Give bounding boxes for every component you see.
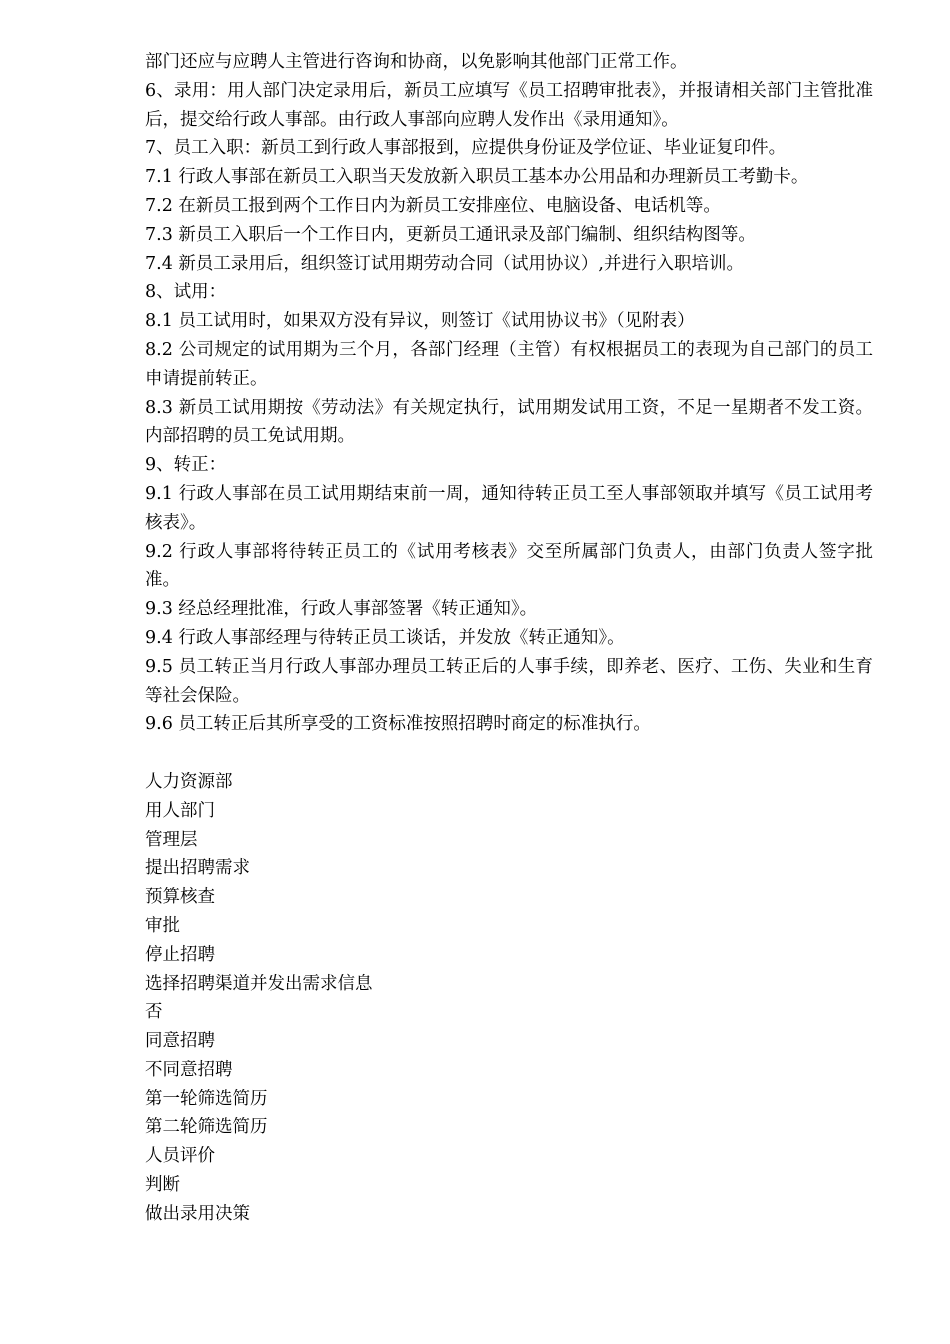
flow-label: 管理层 xyxy=(145,829,198,850)
flow-label: 人力资源部 xyxy=(145,771,233,792)
paragraph-6-hiring: 6、录用：用人部门决定录用后，新员工应填写《员工招聘审批表》，并报请相关部门主管批准后，提交给行政人事部。由行政人事部向应聘人发作出《录用通知》。 xyxy=(145,80,873,130)
paragraph-8-3: 8.3 新员工试用期按《劳动法》有关规定执行，试用期发试用工资，不足一星期者不发工资。内部招聘的员工免试用期。 xyxy=(145,397,873,447)
flow-label: 同意招聘 xyxy=(145,1031,215,1052)
flow-label: 不同意招聘 xyxy=(145,1059,233,1080)
paragraph-9-6: 9.6 员工转正后其所享受的工资标准按照招聘时商定的标准执行。 xyxy=(145,714,651,735)
paragraph-7-3: 7.3 新员工入职后一个工作日内，更新员工通讯录及部门编制、组织结构图等。 xyxy=(145,224,756,245)
flow-label: 审批 xyxy=(145,915,180,936)
paragraph-7-2: 7.2 在新员工报到两个工作日内为新员工安排座位、电脑设备、电话机等。 xyxy=(145,195,721,216)
paragraph-8-probation: 8、试用： xyxy=(145,282,227,303)
paragraph-8-2: 8.2 公司规定的试用期为三个月，各部门经理（主管）有权根据员工的表现为自己部门的员工申请提前转正。 xyxy=(145,339,873,389)
paragraph-9-5: 9.5 员工转正当月行政人事部办理员工转正后的人事手续，即养老、医疗、工伤、失业和生育等社会保险。 xyxy=(145,656,873,706)
flow-label: 预算核查 xyxy=(145,887,215,908)
paragraph-intro: 部门还应与应聘人主管进行咨询和协商，以免影响其他部门正常工作。 xyxy=(145,52,688,72)
paragraph-7-4: 7.4 新员工录用后，组织签订试用期劳动合同（试用协议）,并进行入职培训。 xyxy=(145,253,744,274)
paragraph-9-4: 9.4 行政人事部经理与待转正员工谈话，并发放《转正通知》。 xyxy=(145,627,625,648)
flowchart-labels xyxy=(145,768,873,1229)
flow-label: 判断 xyxy=(145,1175,180,1196)
flow-label: 第一轮筛选简历 xyxy=(145,1088,268,1109)
paragraph-9-2: 9.2 行政人事部将待转正员工的《试用考核表》交至所属部门负责人，由部门负责人签字批准。 xyxy=(145,541,873,591)
document-body xyxy=(145,48,873,1229)
paragraph-9-3: 9.3 经总经理批准，行政人事部签署《转正通知》。 xyxy=(145,599,538,620)
paragraph-9-regularization: 9、转正： xyxy=(145,455,227,476)
flow-label: 用人部门 xyxy=(145,800,215,821)
paragraph-7-1: 7.1 行政人事部在新员工入职当天发放新入职员工基本办公用品和办理新员工考勤卡。 xyxy=(145,167,809,188)
flow-label: 第二轮筛选简历 xyxy=(145,1117,268,1138)
blank-line xyxy=(145,739,873,768)
flow-label: 做出录用决策 xyxy=(145,1203,250,1224)
body-paragraphs xyxy=(145,48,873,739)
flow-label: 选择招聘渠道并发出需求信息 xyxy=(145,973,373,994)
paragraph-9-1: 9.1 行政人事部在员工试用期结束前一周，通知待转正员工至人事部领取并填写《员工试用考核表》。 xyxy=(145,483,873,533)
flow-label: 否 xyxy=(145,1002,163,1023)
paragraph-8-1: 8.1 员工试用时，如果双方没有异议，则签订《试用协议书》（见附表） xyxy=(145,311,695,332)
flow-label: 提出招聘需求 xyxy=(145,858,250,879)
flow-label: 人员评价 xyxy=(145,1146,215,1167)
flow-label: 停止招聘 xyxy=(145,944,215,965)
paragraph-7-onboarding: 7、员工入职：新员工到行政人事部报到，应提供身份证及学位证、毕业证复印件。 xyxy=(145,138,787,159)
